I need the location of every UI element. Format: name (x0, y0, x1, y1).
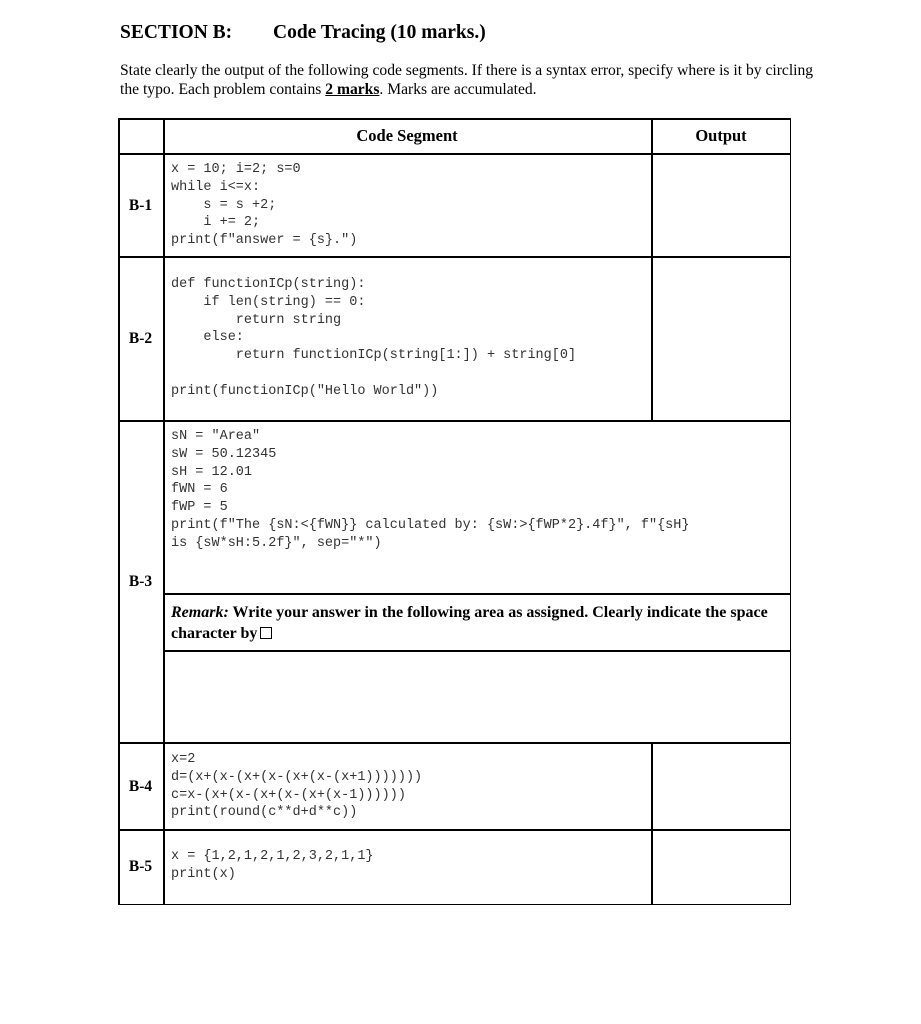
table-border-right (790, 118, 792, 905)
instructions-tail: . Marks are accumulated. (379, 81, 537, 98)
row-label-b5: B-5 (128, 858, 153, 875)
code-b1: x = 10; i=2; s=0 while i<=x: s = s +2; i += 2; print(f"answer = {s}.") (171, 162, 358, 249)
row-divider-b4 (118, 829, 791, 831)
remark-divider-bottom (163, 650, 791, 652)
row-label-b1: B-1 (128, 197, 153, 214)
space-box-icon (260, 627, 272, 639)
code-b4: x=2 d=(x+(x-(x+(x-(x+(x-(x+1))))))) c=x-(x+(x-(x+(x-(x+(x-1)))))) print(round(c**d+d**c)) (171, 752, 423, 821)
section-heading (120, 22, 486, 44)
code-tracing-table (118, 118, 791, 905)
header-output: Output (695, 126, 747, 145)
row-divider-b1 (118, 256, 791, 258)
code-b3: sN = "Area" sW = 50.12345 sH = 12.01 fWN = 6 fWP = 5 print(f"The {sN:<{fWN}} calculated by: {sW:>{fWP*2}.4f}", f"{sH} is {sW*sH:5.2f}", sep="*") (171, 429, 690, 551)
section-title: Code Tracing (10 marks.) (273, 22, 486, 43)
code-b5: x = {1,2,1,2,1,2,3,2,1,1} print(x) (171, 849, 374, 882)
remark-divider-top (163, 593, 791, 595)
remark-b3 (171, 602, 776, 644)
output-column-divider-lower (651, 742, 653, 905)
row-divider-b2 (118, 420, 791, 422)
instructions-text: State clearly the output of the following code segments. If there is a syntax error, specify where is it by circling the typo. Each problem contains (120, 62, 814, 98)
marks-emphasis: 2 marks (325, 81, 380, 98)
row-label-b3: B-3 (128, 573, 153, 590)
remark-label: Remark: (171, 604, 229, 621)
row-divider-b3 (118, 742, 791, 744)
instructions (120, 61, 820, 99)
code-b2: def functionICp(string): if len(string) == 0: return string else: return functionICp(string[1:]) + string[0] print(functionICp("Hello World")) (171, 277, 577, 399)
section-label: SECTION B: (120, 22, 233, 43)
header-code-segment: Code Segment (356, 126, 458, 145)
remark-text: Write your answer in the following area as assigned. Clearly indicate the space character by (171, 604, 768, 642)
row-label-b2: B-2 (128, 330, 153, 347)
row-label-b4: B-4 (128, 778, 153, 795)
output-column-divider-upper (651, 118, 653, 421)
label-column-divider (163, 118, 165, 905)
table-border-bottom (118, 904, 791, 906)
